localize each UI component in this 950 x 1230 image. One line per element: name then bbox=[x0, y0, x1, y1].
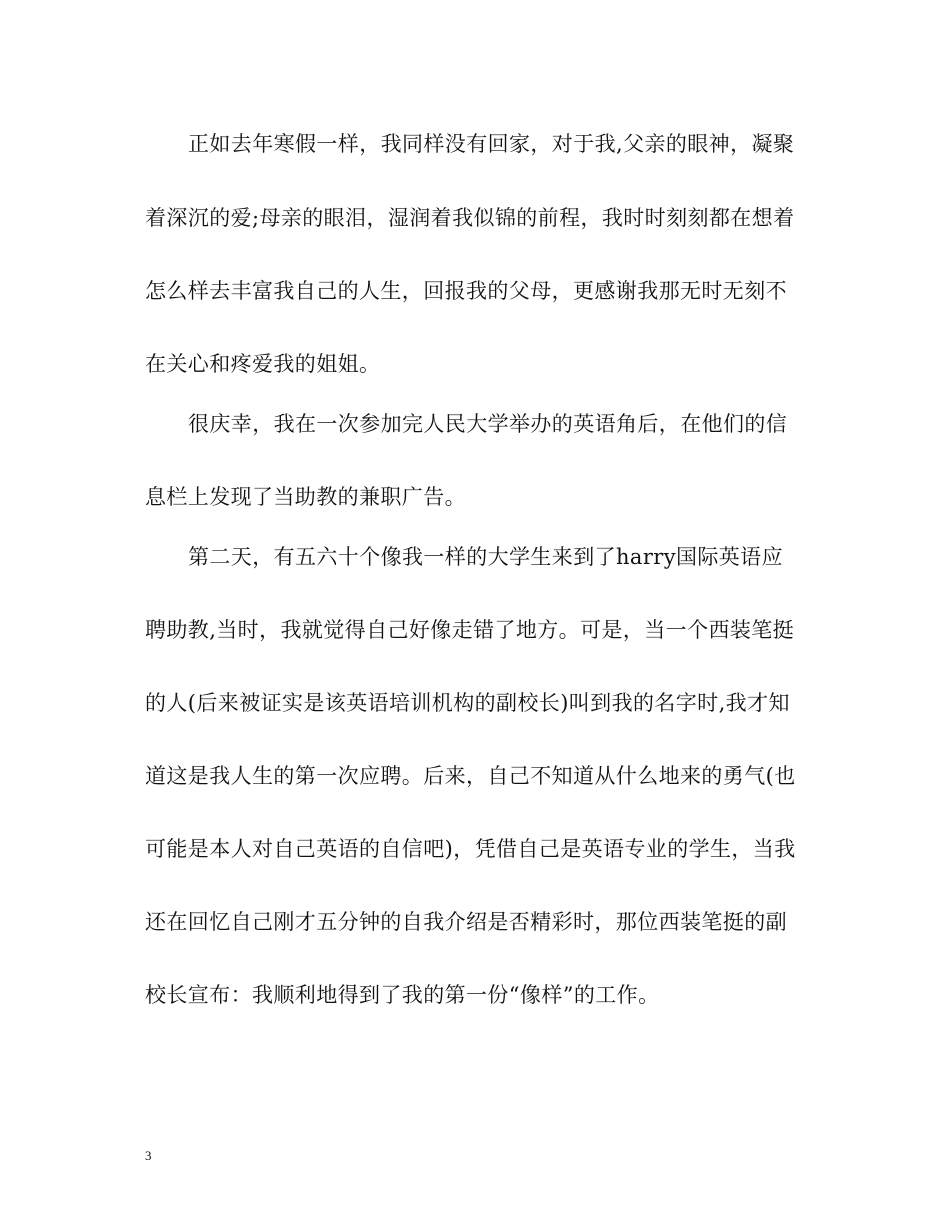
paragraph-3-line-4: 道这是我人生的第一次应聘。后来，自己不知道从什么地来的勇气(也 bbox=[145, 764, 796, 788]
page-number: 3 bbox=[145, 1148, 152, 1163]
paragraph-1-line-4: 在关心和疼爱我的姐姐。 bbox=[145, 352, 381, 376]
paragraph-2-line-1: 很庆幸，我在一次参加完人民大学举办的英语角后，在他们的信 bbox=[188, 412, 788, 436]
paragraph-3-line-7: 校长宣布：我顺利地得到了我的第一份“像样”的工作。 bbox=[145, 983, 660, 1007]
paragraph-2-line-2: 息栏上发现了当助教的兼职广告。 bbox=[145, 485, 466, 509]
paragraph-1-line-3: 怎么样去丰富我自己的人生，回报我的父母，更感谢我那无时无刻不 bbox=[145, 279, 787, 303]
paragraph-3-line-3: 的人(后来被证实是该英语培训机构的副校长)叫到我的名字时,我才知 bbox=[145, 691, 790, 715]
paragraph-1-line-1: 正如去年寒假一样，我同样没有回家，对于我,父亲的眼神，凝聚 bbox=[188, 132, 795, 156]
paragraph-3-line-5: 可能是本人对自己英语的自信吧)，凭借自己是英语专业的学生，当我 bbox=[145, 837, 796, 861]
paragraph-3-line-6: 还在回忆自己刚才五分钟的自我介绍是否精彩时，那位西装笔挺的副 bbox=[145, 910, 787, 934]
paragraph-3-line-2: 聘助教,当时，我就觉得自己好像走错了地方。可是，当一个西装笔挺 bbox=[145, 618, 795, 642]
paragraph-1-line-2: 着深沉的爱;母亲的眼泪，湿润着我似锦的前程，我时时刻刻都在想着 bbox=[145, 206, 795, 230]
paragraph-3-line-1: 第二天，有五六十个像我一样的大学生来到了harry国际英语应 bbox=[188, 545, 783, 569]
